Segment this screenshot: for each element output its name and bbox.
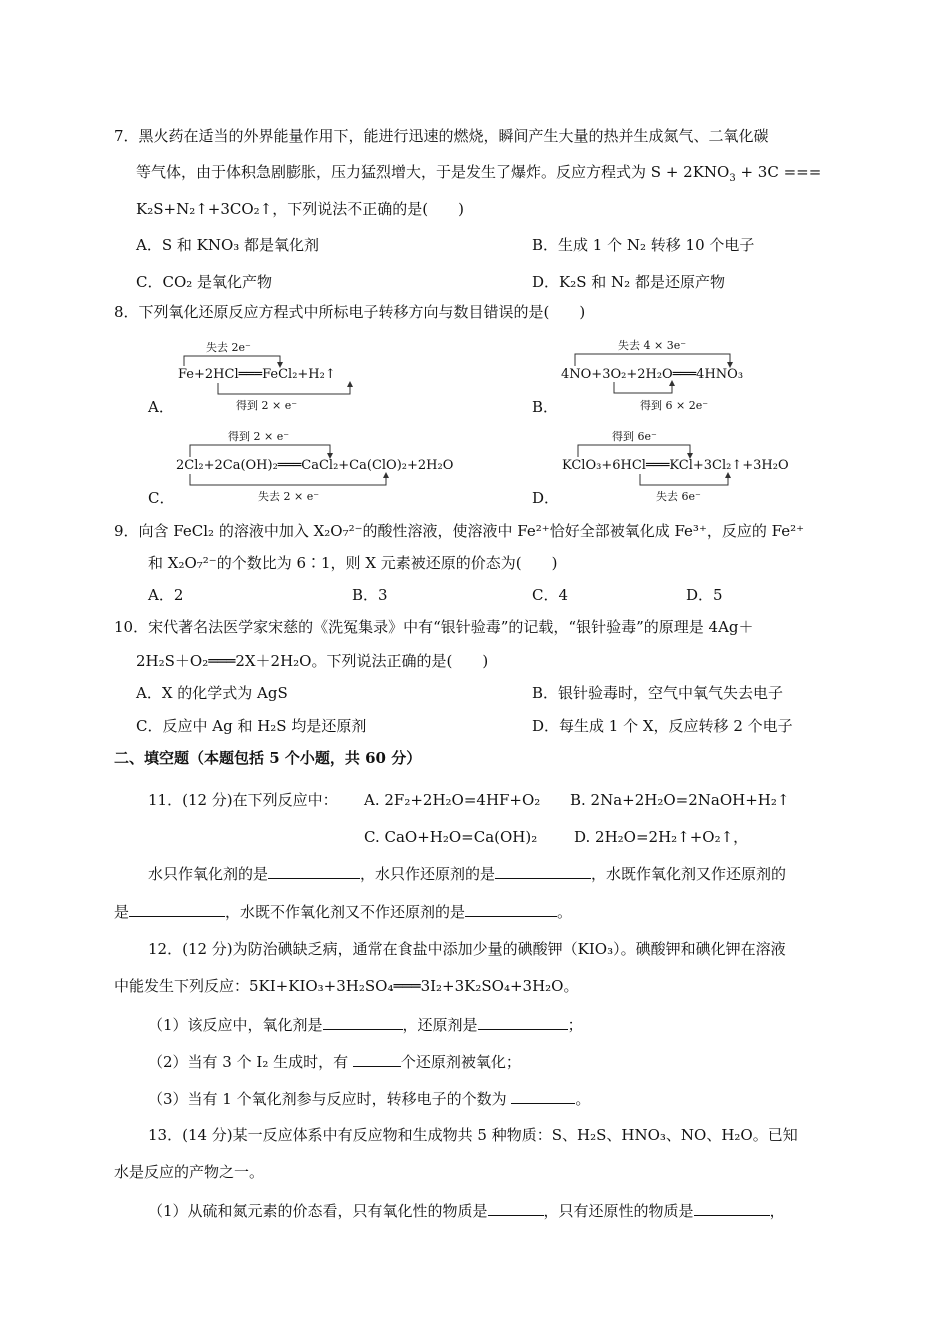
q7-option-c: C．CO₂ 是氧化产物 [136,273,273,291]
q10-line2: 2H₂S＋O₂═══2X＋2H₂O。下列说法正确的是( ) [136,652,489,670]
q13-line1: 13．(14 分)某一反应体系中有反应物和生成物共 5 种物质：S、H₂S、HNO₃、NO、H₂O。已知 [148,1126,798,1144]
q8c-equation: 2Cl₂+2Ca(OH)₂═══CaCl₂+Ca(ClO)₂+2H₂O [176,458,454,473]
q12-blank-oxidant[interactable] [323,1014,403,1030]
q12-sub3: （3）当有 1 个氧化剂参与反应时，转移电子的个数为 。 [148,1090,591,1108]
q8d-top-label: 得到 6e⁻ [612,430,657,443]
q11-blank-4[interactable] [465,901,557,917]
q12-blank-reductant[interactable] [478,1014,568,1030]
q12-blank-electrons[interactable] [511,1088,575,1104]
q10-option-b: B．银针验毒时，空气中氧气失去电子 [532,684,784,702]
q8d-equation: KClO₃+6HCl═══KCl+3Cl₂↑+3H₂O [562,458,789,473]
q9-option-a: A．2 [148,586,184,604]
q10-option-c: C．反应中 Ag 和 H₂S 均是还原剂 [136,717,367,735]
q8a-equation: Fe+2HCl═══FeCl₂+H₂↑ [178,367,336,382]
q7-option-a: A．S 和 KNO₃ 都是氧化剂 [136,236,320,254]
q8a-bottom-label: 得到 2 × e⁻ [236,399,298,412]
q8-option-d: D． [532,489,560,507]
q11-reaction-a: A. 2F₂+2H₂O=4HF+O₂ [364,791,541,809]
q8-option-b: B． [532,398,559,416]
q8-option-c: C． [148,489,175,507]
q8b-equation: 4NO+3O₂+2H₂O═══4HNO₃ [561,367,744,382]
q13-blank-oxidizing[interactable] [488,1200,544,1216]
q7-option-b: B．生成 1 个 N₂ 转移 10 个电子 [532,236,755,254]
q7-option-d: D．K₂S 和 N₂ 都是还原产物 [532,273,725,291]
q11-blank-2[interactable] [495,863,591,879]
q11-reaction-d: D. 2H₂O=2H₂↑+O₂↑， [574,828,749,846]
q11-fill-line2: 是 ，水既不作氧化剂又不作还原剂的是 。 [114,903,573,921]
q12-sub1: （1）该反应中，氧化剂是 ，还原剂是 ； [148,1016,583,1034]
q7-line2: 等气体，由于体积急剧膨胀，压力猛烈增大，于是发生了爆炸。反应方程式为 $S + 2KNO_3 + 3C$ === [136,163,822,184]
section-2-title: 二、填空题（本题包括 5 个小题，共 60 分） [114,749,422,767]
q11-lead: 11．(12 分)在下列反应中： [148,791,338,809]
q8c-bottom-label: 失去 2 × e⁻ [258,490,320,503]
q11-fill-line1: 水只作氧化剂的是 ，水只作还原剂的是 ，水既作氧化剂又作还原剂的 [148,865,787,883]
q10-option-d: D．每生成 1 个 X，反应转移 2 个电子 [532,717,793,735]
q11-reaction-b: B. 2Na+2H₂O=2NaOH+H₂↑ [570,791,790,809]
q13-line2: 水是反应的产物之一。 [114,1163,265,1181]
q8a-top-label: 失去 2e⁻ [206,341,251,354]
q8d-bottom-label: 失去 6e⁻ [656,490,701,503]
q12-line2: 中能发生下列反应：5KI+KIO₃+3H₂SO₄═══3I₂+3K₂SO₄+3H₂O。 [114,977,579,995]
q10-line1: 10．宋代著名法医学家宋慈的《洗冤集录》中有“银针验毒”的记载，“银针验毒”的原理是 4Ag＋ [114,618,754,636]
q8b-top-label: 失去 4 × 3e⁻ [618,339,687,352]
q9-option-b: B．3 [352,586,388,604]
q11-blank-1[interactable] [268,863,360,879]
q11-reaction-c: C. CaO+H₂O=Ca(OH)₂ [364,828,538,846]
q9-line1: 9．向含 FeCl₂ 的溶液中加入 X₂O₇²⁻的酸性溶液，使溶液中 Fe²⁺恰好全部被氧化成 Fe³⁺，反应的 Fe²⁺ [114,522,805,540]
q8b-bottom-label: 得到 6 × 2e⁻ [640,399,709,412]
q11-blank-3[interactable] [129,901,225,917]
q9-option-d: D．5 [686,586,723,604]
q9-option-c: C．4 [532,586,569,604]
q7-line3: K₂S+N₂↑+3CO₂↑，下列说法不正确的是( ) [136,200,464,218]
q13-blank-reducing[interactable] [694,1200,770,1216]
q8c-top-label: 得到 2 × e⁻ [228,430,290,443]
q8-option-a: A． [148,398,174,416]
q12-sub2: （2）当有 3 个 I₂ 生成时，有 个还原剂被氧化； [148,1053,521,1071]
q9-line2: 和 X₂O₇²⁻的个数比为 6∶1，则 X 元素被还原的价态为( ) [148,554,558,572]
q13-sub1: （1）从硫和氮元素的价态看，只有氧化性的物质是 ，只有还原性的物质是 ， [148,1202,785,1220]
q12-line1: 12．(12 分)为防治碘缺乏病，通常在食盐中添加少量的碘酸钾（KIO₃）。碘酸钾和碘化钾在溶液 [148,940,786,958]
q10-option-a: A．X 的化学式为 AgS [136,684,288,702]
q8-stem: 8．下列氧化还原反应方程式中所标电子转移方向与数目错误的是( ) [114,303,586,321]
q12-blank-count[interactable] [353,1051,401,1067]
q7-line1: 7．黑火药在适当的外界能量作用下，能进行迅速的燃烧，瞬间产生大量的热并生成氮气、二氧化碳 [114,127,769,145]
